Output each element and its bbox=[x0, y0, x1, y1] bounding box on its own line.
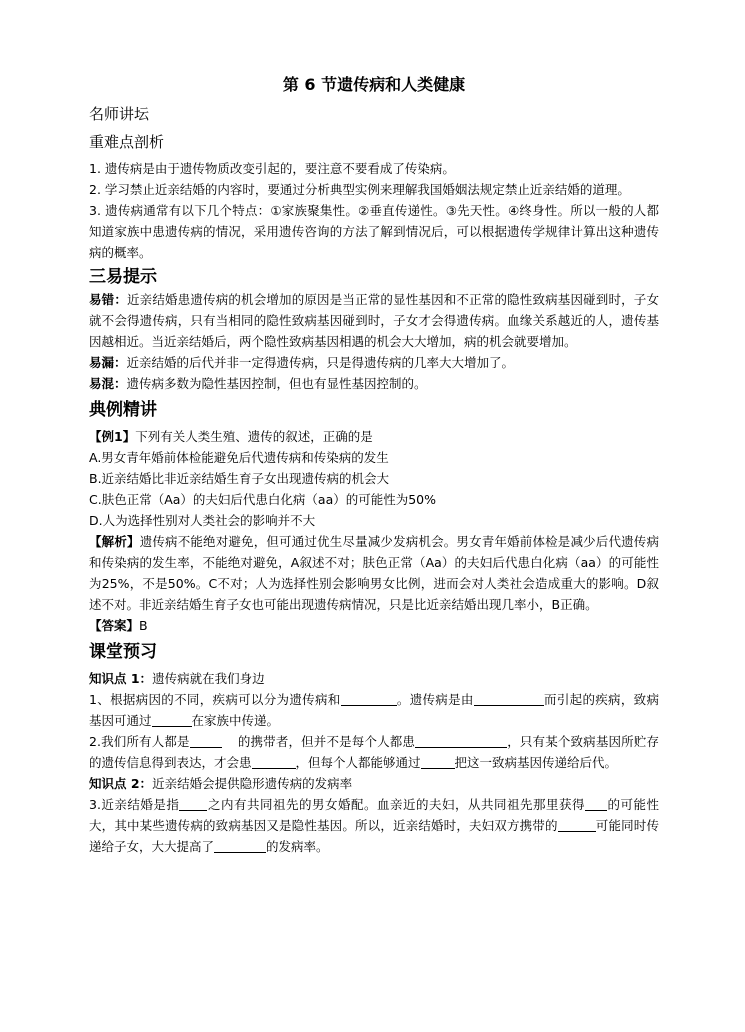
q2-text-5: 把这一致病基因传递给后代。 bbox=[454, 755, 618, 770]
q2-text-4: ，但每个人都能够通过 bbox=[295, 755, 421, 770]
kp1-label: 知识点 1： bbox=[89, 671, 153, 686]
key-point-2: 2. 学习禁止近亲结婚的内容时，要通过分析典型实例来理解我国婚姻法规定禁止近亲结婚的道理。 bbox=[89, 182, 630, 197]
q2-blank-4[interactable] bbox=[421, 754, 455, 769]
q1-text-3: 而引起的疾病，致病基因可通过 bbox=[89, 692, 659, 728]
kp2-title: 近亲结婚会提供隐形遗传病的发病率 bbox=[152, 776, 353, 791]
q2-blank-3[interactable] bbox=[252, 754, 296, 769]
answer-text: B bbox=[139, 618, 148, 633]
example-analysis bbox=[89, 531, 659, 615]
tip-confuse bbox=[89, 373, 659, 394]
q2-text-1: 2.我们所有人都是 bbox=[89, 734, 190, 749]
q1-blank-1[interactable] bbox=[341, 691, 397, 706]
tip-omit-label: 易漏： bbox=[89, 355, 127, 370]
example-label: 【例1】 bbox=[89, 429, 136, 444]
kp2-question-3 bbox=[89, 794, 659, 857]
tip-error bbox=[89, 289, 659, 352]
tip-confuse-text: 遗传病多数为隐性基因控制，但也有显性基因控制的。 bbox=[126, 376, 427, 391]
example-answer bbox=[89, 615, 659, 636]
q1-blank-3[interactable] bbox=[152, 712, 192, 727]
q2-text-2: 的携带者，但并不是每个人都患 bbox=[237, 734, 416, 749]
analysis-text: 遗传病不能绝对避免，但可通过优生尽量减少发病机会。男女青年婚前体检是减少后代遗传病和传染病的发生率，不能绝对避免，A叙述不对；肤色正常（Aa）的夫妇后代患白化病（aa）的可能性为25%，不是50%。C不对；人为选择性别会影响男女比例，进而会对人类社会造成重大的影响。D叙述不对。非近亲结婚生育子女也可能出现遗传病情况，只是比近亲结婚出现几率小，B正确。 bbox=[89, 534, 659, 612]
q3-blank-3[interactable] bbox=[558, 817, 596, 832]
tip-error-text: 近亲结婚患遗传病的机会增加的原因是当正常的显性基因和不正常的隐性致病基因碰到时，子女就不会得遗传病，只有当相同的隐性致病基因碰到时，子女才会得遗传病。血缘关系越近的人，遗传基因越相近。当近亲结婚后，两个隐性致病基因相遇的机会大大增加，病的机会就要增加。 bbox=[89, 292, 659, 349]
q1-text-2: 。遗传病是由 bbox=[396, 692, 474, 707]
kp2-label: 知识点 2： bbox=[89, 776, 153, 791]
key-point-3: 3. 遗传病通常有以下几个特点：①家族聚集性。②垂直传递性。③先天性。④终身性。所以一般的人都知道家族中患遗传病的情况，采用遗传咨询的方法了解到情况后，可以根据遗传学规律计算出这种遗传病的概率。 bbox=[89, 203, 659, 260]
key-point-1: 1. 遗传病是由于遗传物质改变引起的，要注意不要看成了传染病。 bbox=[89, 161, 455, 176]
example-heading: 典例精讲 bbox=[89, 400, 157, 420]
answer-label: 【答案】 bbox=[89, 618, 140, 633]
q3-blank-4[interactable] bbox=[214, 838, 266, 853]
example-option-c: C.肤色正常（Aa）的夫妇后代患白化病（aa）的可能性为50% bbox=[89, 492, 437, 507]
example-option-a: A.男女青年婚前体检能避免后代遗传病和传染病的发生 bbox=[89, 450, 389, 465]
q1-blank-2[interactable] bbox=[474, 691, 544, 706]
teacher-heading: 名师讲坛 bbox=[89, 105, 150, 123]
q3-blank-1[interactable] bbox=[179, 796, 207, 811]
tip-error-label: 易错： bbox=[89, 292, 128, 307]
kp1-question-2 bbox=[89, 731, 659, 773]
key-heading: 重难点剖析 bbox=[89, 133, 165, 151]
q2-text-3: ，只有某个致病基因所贮存的遗传信息得到表达，才会患 bbox=[89, 734, 659, 770]
q3-text-4: 可能同时传递给子女，大大提高了 bbox=[89, 818, 659, 854]
page-title: 第 6 节遗传病和人类健康 bbox=[282, 75, 466, 94]
tip-confuse-label: 易混： bbox=[89, 376, 127, 391]
tip-omit bbox=[89, 352, 659, 373]
kp1-heading bbox=[89, 668, 659, 689]
q3-blank-2[interactable] bbox=[585, 796, 607, 811]
example-option-b: B.近亲结婚比非近亲结婚生育子女出现遗传病的机会大 bbox=[89, 471, 390, 486]
q2-blank-1[interactable] bbox=[190, 733, 222, 748]
q3-text-1: 3.近亲结婚是指 bbox=[89, 797, 180, 812]
q2-blank-2[interactable] bbox=[415, 733, 507, 748]
q3-text-3: 的可能性大，其中某些遗传病的致病基因又是隐性基因。所以，近亲结婚时，夫妇双方携带的 bbox=[89, 797, 659, 833]
example-option-d: D.人为选择性别对人类社会的影响并不大 bbox=[89, 513, 316, 528]
q3-text-5: 的发病率。 bbox=[266, 839, 329, 854]
kp1-title: 遗传病就在我们身边 bbox=[152, 671, 265, 686]
analysis-label: 【解析】 bbox=[89, 534, 140, 549]
example-question-text: 下列有关人类生殖、遗传的叙述，正确的是 bbox=[135, 429, 373, 444]
preview-heading: 课堂预习 bbox=[89, 642, 157, 662]
q1-text-4: 在家族中传递。 bbox=[191, 713, 280, 728]
kp1-question-1 bbox=[89, 689, 659, 731]
example-question bbox=[89, 426, 659, 447]
document-content bbox=[89, 74, 659, 857]
q3-text-2: 之内有共同祖先的男女婚配。血亲近的夫妇，从共同祖先那里获得 bbox=[207, 797, 585, 812]
tip-omit-text: 近亲结婚的后代并非一定得遗传病，只是得遗传病的几率大大增加了。 bbox=[126, 355, 515, 370]
kp2-heading bbox=[89, 773, 659, 794]
tips-heading: 三易提示 bbox=[89, 267, 157, 287]
q1-text-1: 1、根据病因的不同，疾病可以分为遗传病和 bbox=[89, 692, 341, 707]
